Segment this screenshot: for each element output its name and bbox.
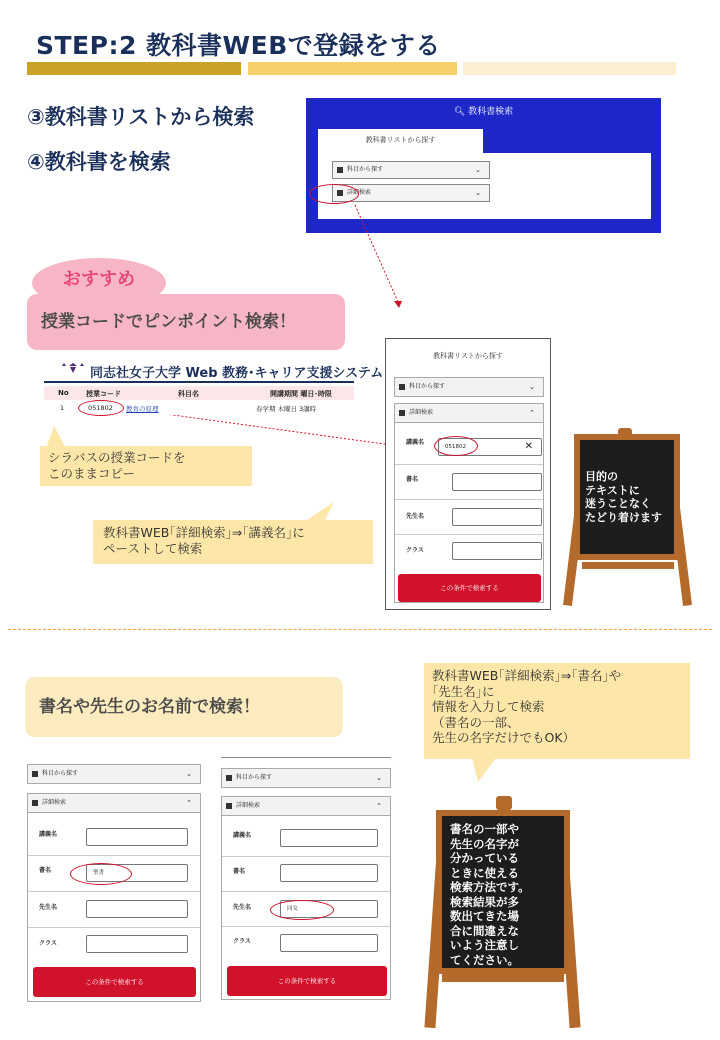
easel-crossbar	[442, 974, 564, 982]
arrow-head-icon	[394, 301, 402, 308]
highlight-circle	[270, 900, 334, 920]
book-title-label: 書名	[406, 476, 419, 483]
class-label: クラス	[406, 547, 424, 554]
book-icon	[226, 775, 232, 781]
highlight-circle	[78, 400, 124, 416]
lecture-label: 講義名	[39, 831, 58, 838]
field-divider	[222, 891, 390, 892]
sign-line: 目的の	[585, 470, 618, 483]
sign-line: 検索結果が多	[450, 894, 519, 909]
teacher-input[interactable]	[86, 900, 188, 918]
clear-icon[interactable]: ✕	[524, 441, 533, 452]
field-divider	[222, 926, 390, 927]
note-line: 先生の名字だけでもOK）	[432, 730, 576, 745]
search-by-subject-label: 科目から探す	[347, 166, 384, 173]
chevron-down-icon: ⌄	[376, 774, 382, 782]
search-icon: 🔍︎	[453, 107, 466, 117]
chevron-down-icon: ⌄	[529, 383, 535, 391]
book-icon	[399, 384, 405, 390]
syllabus-table-header	[44, 386, 354, 400]
detailed-search-form-1	[385, 338, 551, 610]
note-paste-line: ペーストして検索	[103, 541, 203, 556]
search-header-label: 教科書検索	[468, 107, 514, 117]
lower-section-title: 書名や先生のお名前で検索！	[25, 677, 343, 737]
sign-line: 検索方法です。	[450, 880, 530, 894]
easel-top	[496, 796, 512, 810]
search-submit-button[interactable]: この条件で検索する	[398, 574, 541, 602]
col-no: No	[58, 389, 69, 397]
detailed-search-body	[27, 813, 201, 1002]
row-period: 春学期 木曜日 3講時	[256, 405, 317, 413]
section-separator	[8, 629, 712, 630]
col-code: 授業コード	[86, 390, 121, 398]
chevron-up-icon: ⌃	[376, 802, 382, 810]
field-divider	[28, 891, 200, 892]
row-code[interactable]: 051802	[88, 404, 113, 412]
university-logo-icon	[60, 363, 86, 377]
note-paste-lecture	[93, 520, 373, 564]
detailed-search-label: 詳細検索	[409, 409, 434, 416]
teacher-label: 先生名	[39, 904, 58, 911]
teacher-input[interactable]	[452, 508, 542, 526]
easel-crossbar	[582, 562, 674, 569]
field-divider	[222, 856, 390, 857]
search-by-subject-label: 科目から探す	[42, 770, 79, 777]
detailed-search-row[interactable]	[221, 796, 391, 816]
sign-line: たどり着けます	[585, 510, 662, 524]
step-4-heading: ④教科書を検索	[27, 150, 171, 174]
search-submit-button[interactable]: この条件で検索する	[227, 966, 387, 996]
highlight-circle	[70, 863, 132, 885]
field-divider	[395, 499, 543, 500]
page-title: STEP:2 教科書WEBで登録をする	[36, 31, 441, 60]
note-copy-line: シラバスの授業コードを	[48, 450, 186, 465]
sign-line: 先生の名字が	[450, 836, 519, 851]
detailed-search-row[interactable]	[27, 793, 201, 813]
recommend-badge: おすすめ	[32, 258, 166, 308]
lecture-input-value: 051802	[445, 444, 466, 450]
tab-textbook-list[interactable]: 教科書リストから探す	[318, 129, 483, 153]
class-input[interactable]	[280, 934, 378, 952]
chevron-down-icon: ⌄	[186, 770, 192, 778]
note-tail-icon	[470, 758, 510, 784]
detailed-search-form-3	[221, 764, 391, 1000]
sign-line: 数出てきた場	[450, 909, 519, 923]
detailed-search-label: 詳細検索	[347, 189, 372, 196]
search-by-subject-row[interactable]	[27, 764, 201, 784]
signboard-2	[426, 796, 582, 1032]
syllabus-system-title: 同志社女子大学 Web 教務･キャリア支援システム	[90, 366, 384, 381]
lecture-input[interactable]	[280, 829, 378, 847]
list-icon	[226, 803, 232, 809]
row-no: 1	[60, 404, 65, 412]
search-by-subject-row[interactable]	[394, 377, 544, 397]
chevron-down-icon: ⌄	[475, 189, 481, 197]
book-icon	[32, 771, 38, 777]
recommend-title: 授業コードでピンポイント検索！	[27, 294, 345, 350]
search-by-subject-label: 科目から探す	[236, 774, 273, 781]
note-line: 教科書WEB｢詳細検索｣⇒｢書名｣や	[432, 668, 622, 683]
sign-line: 書名の一部や	[450, 822, 519, 836]
col-subject: 科目名	[178, 390, 199, 398]
lecture-input[interactable]	[86, 828, 188, 846]
field-divider	[395, 464, 543, 465]
note-book-teacher	[424, 663, 690, 759]
highlight-circle	[434, 436, 478, 456]
sign-line: てください。	[450, 952, 519, 967]
teacher-label: 先生名	[233, 904, 252, 911]
row-subject-link[interactable]: 教育の原理	[126, 405, 159, 413]
panel-top-line	[221, 757, 391, 758]
signboard-1	[568, 428, 690, 608]
sign-line: 合に間違えな	[450, 923, 519, 938]
class-input[interactable]	[86, 935, 188, 953]
book-title-label: 書名	[233, 868, 246, 875]
book-title-label: 書名	[39, 867, 52, 874]
sign-line: テキストに	[585, 483, 640, 497]
book-title-value: 聖書	[93, 870, 105, 876]
book-title-input[interactable]	[452, 473, 542, 491]
note-copy-code	[40, 446, 252, 486]
note-tail-icon	[40, 426, 80, 448]
teacher-value: 同女	[287, 906, 299, 912]
chevron-up-icon: ⌃	[186, 799, 192, 807]
field-divider	[28, 855, 200, 856]
field-divider	[395, 534, 543, 535]
lecture-label: 講義名	[406, 439, 425, 446]
arrow-line-to-phone	[355, 205, 398, 302]
field-divider	[28, 927, 200, 928]
teacher-label: 先生名	[406, 513, 425, 520]
class-label: クラス	[39, 940, 57, 947]
class-label: クラス	[233, 938, 251, 945]
sign-line: いよう注意し	[450, 938, 519, 952]
note-line: ｢先生名｣に	[432, 683, 495, 699]
search-by-subject-row[interactable]	[221, 768, 391, 788]
sign-line: 迷うことなく	[585, 497, 651, 510]
chevron-down-icon: ⌄	[475, 166, 481, 174]
chevron-up-icon: ⌃	[529, 409, 535, 417]
search-submit-button[interactable]: この条件で検索する	[33, 967, 196, 997]
detailed-search-row[interactable]	[394, 403, 544, 423]
note-paste-line: 教科書WEB｢詳細検索｣⇒｢講義名｣に	[103, 525, 305, 540]
sign-line: ときに使える	[450, 865, 519, 880]
signboard-text-1	[574, 434, 680, 560]
book-title-input[interactable]	[280, 864, 378, 882]
list-icon	[399, 410, 405, 416]
col-period: 開講期間 曜日･時限	[270, 390, 332, 398]
class-input[interactable]	[452, 542, 542, 560]
detailed-search-label: 詳細検索	[42, 799, 67, 806]
step-3-heading: ③教科書リストから検索	[27, 105, 255, 129]
sign-line: 分かっている	[450, 851, 519, 865]
detailed-search-label: 詳細検索	[236, 802, 261, 809]
form-title: 教科書リストから探す	[433, 352, 503, 360]
note-line: 情報を入力して検索	[432, 699, 545, 714]
note-tail-icon	[300, 500, 340, 522]
lecture-label: 講義名	[233, 832, 252, 839]
search-by-subject-label: 科目から探す	[409, 383, 446, 390]
syllabus-divider	[44, 381, 354, 383]
note-line: （書名の一部、	[432, 714, 520, 730]
signboard-text-2	[436, 810, 570, 974]
note-copy-line: このままコピー	[48, 466, 136, 481]
list-icon	[32, 800, 38, 806]
